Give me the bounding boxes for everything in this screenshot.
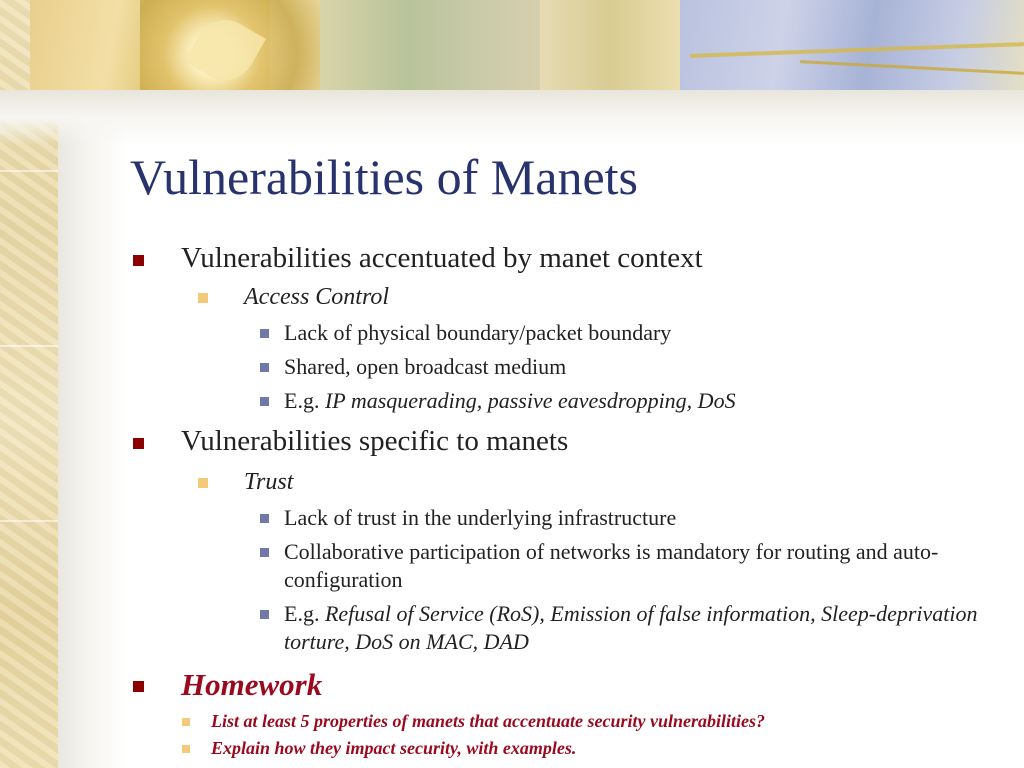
homework-item: List at least 5 properties of manets that accentuate security vulnerabilities? — [130, 708, 1010, 735]
homework-item: Explain how they impact security, with examples. — [130, 735, 1010, 762]
square-bullet-icon — [182, 745, 190, 753]
square-bullet-icon — [260, 363, 269, 372]
bullet-level3: E.g. IP masquerading, passive eavesdropping, DoS — [130, 387, 1010, 415]
square-bullet-icon — [260, 329, 269, 338]
square-bullet-icon — [133, 255, 144, 266]
square-bullet-icon — [133, 681, 144, 692]
bullet-level2: Trust — [130, 463, 1010, 501]
top-fade — [0, 90, 1024, 145]
bullet-level3: Lack of physical boundary/packet boundary — [130, 319, 1010, 347]
square-bullet-icon — [182, 718, 190, 726]
bullet-level3: Lack of trust in the underlying infrastructure — [130, 504, 1010, 532]
bullet-level3: E.g. Refusal of Service (RoS), Emission of false information, Sleep-deprivation torture, DoS on MAC, DAD — [130, 600, 1010, 656]
bullet-level2: Access Control — [130, 278, 1010, 316]
square-bullet-icon — [198, 293, 208, 303]
square-bullet-icon — [260, 548, 269, 557]
square-bullet-icon — [260, 610, 269, 619]
homework-heading: Homework — [130, 662, 1010, 708]
slide-content — [130, 238, 1010, 762]
bullet-level1: Vulnerabilities accentuated by manet context — [130, 238, 1010, 278]
top-decorative-banner — [0, 0, 1024, 90]
square-bullet-icon — [260, 514, 269, 523]
square-bullet-icon — [260, 397, 269, 406]
bullet-level3: Collaborative participation of networks is mandatory for routing and auto-configuration — [130, 538, 1010, 594]
bullet-level3: Shared, open broadcast medium — [130, 353, 1010, 381]
bullet-level1: Vulnerabilities specific to manets — [130, 421, 1010, 461]
square-bullet-icon — [133, 438, 144, 449]
slide-title: Vulnerabilities of Manets — [130, 149, 638, 205]
square-bullet-icon — [198, 478, 208, 488]
